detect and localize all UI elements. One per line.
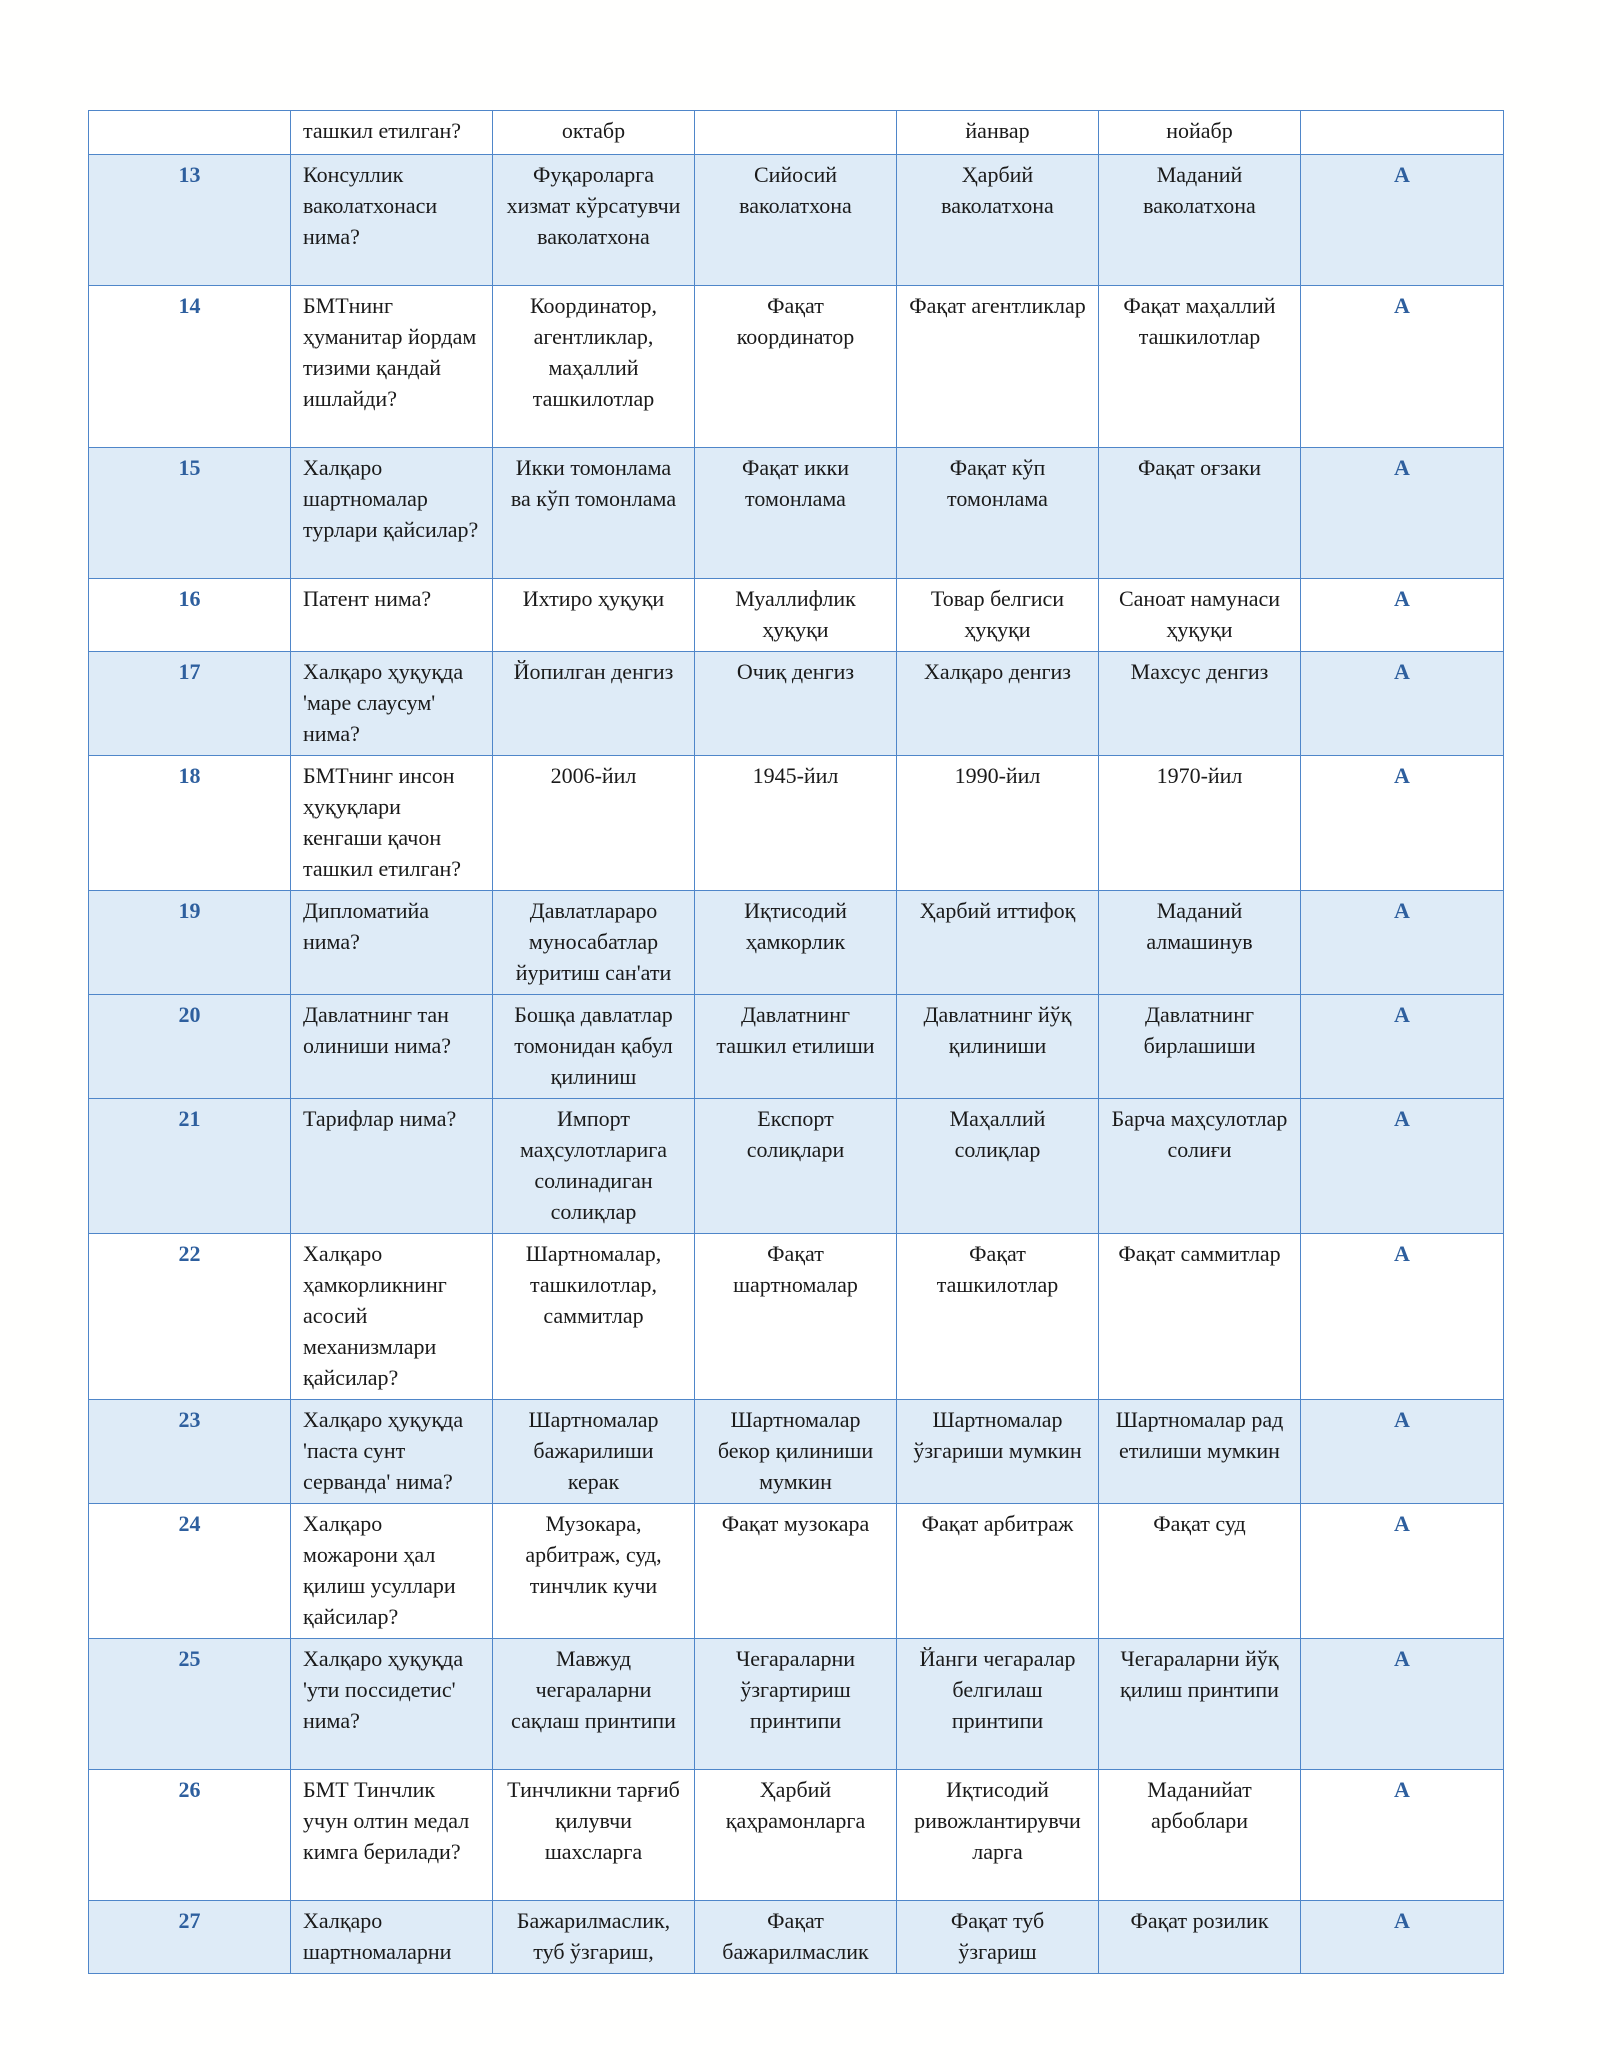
table-row	[89, 652, 1504, 756]
option-a: 2006-йил	[493, 756, 695, 891]
option-a: Шартномалар бажарилиши керак	[493, 1400, 695, 1504]
option-d: Маданий ваколатхона	[1099, 155, 1301, 286]
option-d: Шартномалар рад етилиши мумкин	[1099, 1400, 1301, 1504]
correct-answer: A	[1301, 1400, 1504, 1504]
option-b: Фақат икки томонлама	[695, 448, 897, 579]
option-d: Маданийат арбоблари	[1099, 1770, 1301, 1901]
question-text: Патент нима?	[291, 579, 493, 652]
option-b: Муаллифлик ҳуқуқи	[695, 579, 897, 652]
question-number: 25	[89, 1639, 291, 1770]
question-number	[89, 111, 291, 155]
question-number: 16	[89, 579, 291, 652]
option-b: Давлатнинг ташкил етилиши	[695, 995, 897, 1099]
question-text: БМТ Тинчлик учун олтин медал кимга берилади?	[291, 1770, 493, 1901]
question-number: 18	[89, 756, 291, 891]
option-d: Фақат саммитлар	[1099, 1234, 1301, 1400]
option-b: Фақат координатор	[695, 286, 897, 448]
question-text: Халқаро можарони ҳал қилиш усуллари қайсилар?	[291, 1504, 493, 1639]
question-number: 14	[89, 286, 291, 448]
option-b: 1945-йил	[695, 756, 897, 891]
question-number: 21	[89, 1099, 291, 1234]
option-c: Фақат ташкилотлар	[897, 1234, 1099, 1400]
option-d: Барча маҳсулотлар солиғи	[1099, 1099, 1301, 1234]
question-number: 19	[89, 891, 291, 995]
question-number: 22	[89, 1234, 291, 1400]
option-d: Махсус денгиз	[1099, 652, 1301, 756]
correct-answer: A	[1301, 286, 1504, 448]
option-a: Мавжуд чегараларни сақлаш принтипи	[493, 1639, 695, 1770]
option-a: Бошқа давлатлар томонидан қабул қилиниш	[493, 995, 695, 1099]
option-c: Халқаро денгиз	[897, 652, 1099, 756]
option-a: Шартномалар, ташкилотлар, саммитлар	[493, 1234, 695, 1400]
question-text: Давлатнинг тан олиниши нима?	[291, 995, 493, 1099]
option-d: Саноат намунаси ҳуқуқи	[1099, 579, 1301, 652]
correct-answer: A	[1301, 1504, 1504, 1639]
option-a: Икки томонлама ва кўп томонлама	[493, 448, 695, 579]
correct-answer: A	[1301, 652, 1504, 756]
option-c: Фақат агентликлар	[897, 286, 1099, 448]
option-a: Фуқароларга хизмат кўрсатувчи ваколатхона	[493, 155, 695, 286]
question-text: Халқаро ҳуқуқда 'маре слаусум' нима?	[291, 652, 493, 756]
question-text: Халқаро ҳуқуқда 'ути поссидетис' нима?	[291, 1639, 493, 1770]
option-c: Иқтисодий ривожлантирувчиларга	[897, 1770, 1099, 1901]
option-c: Фақат кўп томонлама	[897, 448, 1099, 579]
question-text: Халқаро шартномаларни	[291, 1901, 493, 1974]
table-row	[89, 891, 1504, 995]
option-b: Очиқ денгиз	[695, 652, 897, 756]
option-c: Йанги чегаралар белгилаш принтипи	[897, 1639, 1099, 1770]
quiz-table	[88, 110, 1504, 1974]
option-a: Давлатлараро муносабатлар йуритиш сан'ати	[493, 891, 695, 995]
table-row	[89, 1504, 1504, 1639]
option-b: Фақат бажарилмаслик	[695, 1901, 897, 1974]
option-c: йанвар	[897, 111, 1099, 155]
option-a: Импорт маҳсулотларига солинадиган солиқлар	[493, 1099, 695, 1234]
question-number: 20	[89, 995, 291, 1099]
correct-answer: A	[1301, 1901, 1504, 1974]
option-c: Ҳарбий ваколатхона	[897, 155, 1099, 286]
correct-answer: A	[1301, 579, 1504, 652]
correct-answer: A	[1301, 756, 1504, 891]
table-row	[89, 286, 1504, 448]
option-b	[695, 111, 897, 155]
table-row	[89, 1639, 1504, 1770]
correct-answer: A	[1301, 1770, 1504, 1901]
table-row	[89, 995, 1504, 1099]
table-row	[89, 1234, 1504, 1400]
option-c: Ҳарбий иттифоқ	[897, 891, 1099, 995]
question-number: 17	[89, 652, 291, 756]
question-text: БМТнинг ҳуманитар йордам тизими қандай ишлайди?	[291, 286, 493, 448]
option-a: Тинчликни тарғиб қилувчи шахсларга	[493, 1770, 695, 1901]
question-text: Дипломатийа нима?	[291, 891, 493, 995]
correct-answer: A	[1301, 1099, 1504, 1234]
option-c: Товар белгиси ҳуқуқи	[897, 579, 1099, 652]
correct-answer: A	[1301, 1639, 1504, 1770]
option-c: 1990-йил	[897, 756, 1099, 891]
correct-answer: A	[1301, 891, 1504, 995]
question-number: 23	[89, 1400, 291, 1504]
table-row	[89, 1770, 1504, 1901]
option-a: Бажарилмаслик, туб ўзгариш,	[493, 1901, 695, 1974]
option-d: нойабр	[1099, 111, 1301, 155]
option-a: Координатор, агентликлар, маҳаллий ташкилотлар	[493, 286, 695, 448]
question-text: Консуллик ваколатхонаси нима?	[291, 155, 493, 286]
option-b: Чегараларни ўзгартириш принтипи	[695, 1639, 897, 1770]
option-c: Маҳаллий солиқлар	[897, 1099, 1099, 1234]
option-c: Фақат туб ўзгариш	[897, 1901, 1099, 1974]
table-row	[89, 111, 1504, 155]
table-row	[89, 1099, 1504, 1234]
option-d: 1970-йил	[1099, 756, 1301, 891]
question-number: 27	[89, 1901, 291, 1974]
option-b: Шартномалар бекор қилиниши мумкин	[695, 1400, 897, 1504]
option-a: Музокара, арбитраж, суд, тинчлик кучи	[493, 1504, 695, 1639]
option-a: Ихтиро ҳуқуқи	[493, 579, 695, 652]
question-number: 24	[89, 1504, 291, 1639]
option-c: Давлатнинг йўқ қилиниши	[897, 995, 1099, 1099]
option-d: Фақат оғзаки	[1099, 448, 1301, 579]
option-a: Йопилган денгиз	[493, 652, 695, 756]
question-text: Халқаро ҳамкорликнинг асосий механизмлари қайсилар?	[291, 1234, 493, 1400]
table-row	[89, 155, 1504, 286]
option-b: Експорт солиқлари	[695, 1099, 897, 1234]
option-d: Фақат суд	[1099, 1504, 1301, 1639]
option-b: Фақат музокара	[695, 1504, 897, 1639]
option-d: Фақат розилик	[1099, 1901, 1301, 1974]
option-b: Фақат шартномалар	[695, 1234, 897, 1400]
correct-answer: A	[1301, 995, 1504, 1099]
question-text: Халқаро ҳуқуқда 'паста сунт серванда' нима?	[291, 1400, 493, 1504]
correct-answer: A	[1301, 448, 1504, 579]
question-number: 26	[89, 1770, 291, 1901]
question-number: 13	[89, 155, 291, 286]
question-number: 15	[89, 448, 291, 579]
option-b: Ҳарбий қаҳрамонларга	[695, 1770, 897, 1901]
table-row	[89, 756, 1504, 891]
option-b: Сийосий ваколатхона	[695, 155, 897, 286]
question-text: Халқаро шартномалар турлари қайсилар?	[291, 448, 493, 579]
option-c: Фақат арбитраж	[897, 1504, 1099, 1639]
question-text: Тарифлар нима?	[291, 1099, 493, 1234]
table-row	[89, 1901, 1504, 1974]
option-d: Фақат маҳаллий ташкилотлар	[1099, 286, 1301, 448]
option-b: Иқтисодий ҳамкорлик	[695, 891, 897, 995]
option-d: Чегараларни йўқ қилиш принтипи	[1099, 1639, 1301, 1770]
correct-answer: A	[1301, 155, 1504, 286]
question-text: БМТнинг инсон ҳуқуқлари кенгаши қачон ташкил етилган?	[291, 756, 493, 891]
option-d: Маданий алмашинув	[1099, 891, 1301, 995]
option-a: октабр	[493, 111, 695, 155]
option-d: Давлатнинг бирлашиши	[1099, 995, 1301, 1099]
correct-answer	[1301, 111, 1504, 155]
table-row	[89, 448, 1504, 579]
table-row	[89, 1400, 1504, 1504]
option-c: Шартномалар ўзгариши мумкин	[897, 1400, 1099, 1504]
table-row	[89, 579, 1504, 652]
question-text: ташкил етилган?	[291, 111, 493, 155]
correct-answer: A	[1301, 1234, 1504, 1400]
